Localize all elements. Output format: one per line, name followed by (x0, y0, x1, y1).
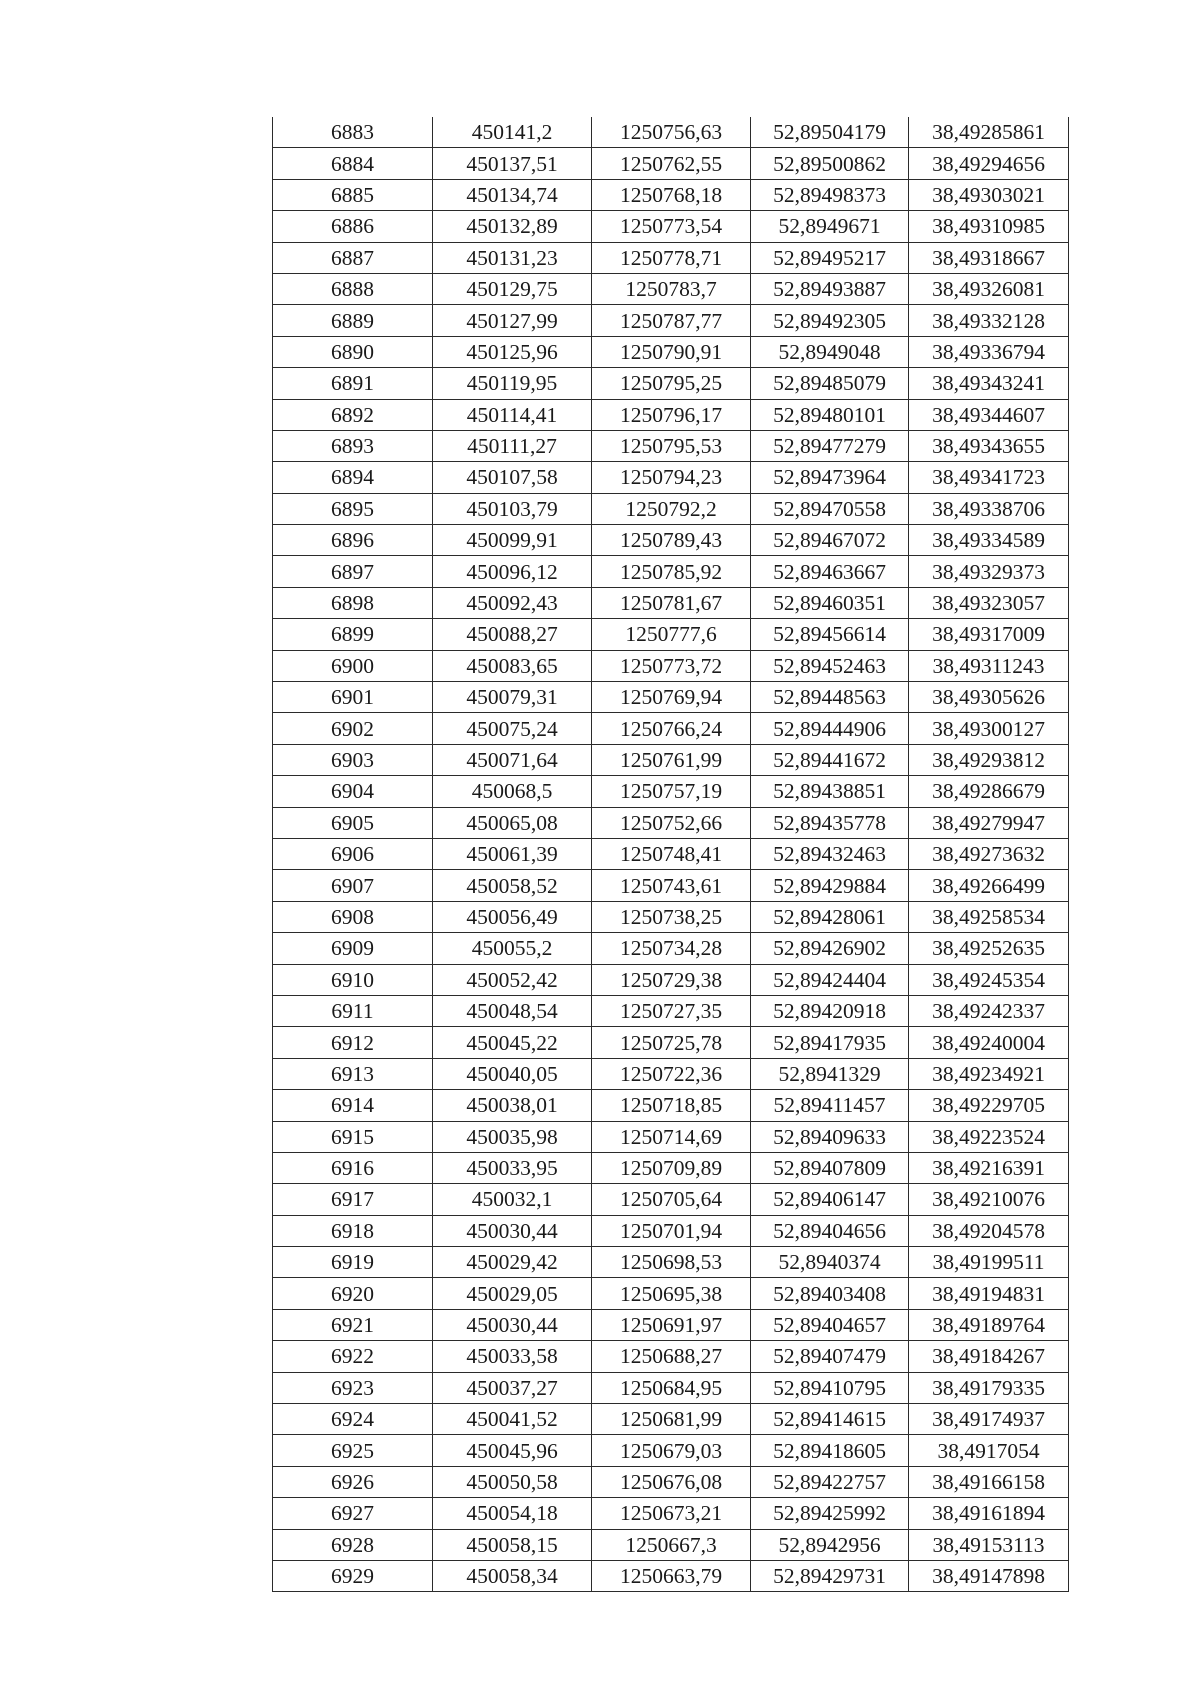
longitude-cell: 38,49240004 (909, 1027, 1069, 1058)
x-coordinate-cell: 450045,22 (433, 1027, 592, 1058)
latitude-cell: 52,89485079 (751, 368, 909, 399)
latitude-cell: 52,89441672 (751, 744, 909, 775)
y-coordinate-cell: 1250757,19 (592, 776, 751, 807)
longitude-cell: 38,49279947 (909, 807, 1069, 838)
latitude-cell: 52,8949048 (751, 336, 909, 367)
point-number-cell: 6912 (273, 1027, 433, 1058)
y-coordinate-cell: 1250790,91 (592, 336, 751, 367)
table-row (273, 211, 1069, 242)
y-coordinate-cell: 1250695,38 (592, 1278, 751, 1309)
longitude-cell: 38,49147898 (909, 1560, 1069, 1591)
point-number-cell: 6925 (273, 1435, 433, 1466)
x-coordinate-cell: 450071,64 (433, 744, 592, 775)
x-coordinate-cell: 450029,05 (433, 1278, 592, 1309)
longitude-cell: 38,49245354 (909, 964, 1069, 995)
point-number-cell: 6886 (273, 211, 433, 242)
y-coordinate-cell: 1250769,94 (592, 682, 751, 713)
point-number-cell: 6926 (273, 1466, 433, 1497)
table-row (273, 1121, 1069, 1152)
latitude-cell: 52,89500862 (751, 148, 909, 179)
longitude-cell: 38,49310985 (909, 211, 1069, 242)
point-number-cell: 6897 (273, 556, 433, 587)
table-row (273, 305, 1069, 336)
coordinates-table (272, 117, 1069, 1592)
y-coordinate-cell: 1250701,94 (592, 1215, 751, 1246)
latitude-cell: 52,89417935 (751, 1027, 909, 1058)
table-row (273, 1027, 1069, 1058)
latitude-cell: 52,89418605 (751, 1435, 909, 1466)
point-number-cell: 6923 (273, 1372, 433, 1403)
latitude-cell: 52,89504179 (751, 117, 909, 148)
longitude-cell: 38,49174937 (909, 1404, 1069, 1435)
table-row (273, 1309, 1069, 1340)
longitude-cell: 38,49189764 (909, 1309, 1069, 1340)
y-coordinate-cell: 1250709,89 (592, 1152, 751, 1183)
longitude-cell: 38,49334589 (909, 525, 1069, 556)
longitude-cell: 38,49305626 (909, 682, 1069, 713)
longitude-cell: 38,49294656 (909, 148, 1069, 179)
y-coordinate-cell: 1250792,2 (592, 493, 751, 524)
latitude-cell: 52,89425992 (751, 1498, 909, 1529)
table-row (273, 744, 1069, 775)
latitude-cell: 52,89407809 (751, 1152, 909, 1183)
point-number-cell: 6906 (273, 838, 433, 869)
x-coordinate-cell: 450040,05 (433, 1058, 592, 1089)
x-coordinate-cell: 450125,96 (433, 336, 592, 367)
x-coordinate-cell: 450033,95 (433, 1152, 592, 1183)
y-coordinate-cell: 1250673,21 (592, 1498, 751, 1529)
table-row (273, 933, 1069, 964)
x-coordinate-cell: 450068,5 (433, 776, 592, 807)
x-coordinate-cell: 450096,12 (433, 556, 592, 587)
table-row (273, 179, 1069, 210)
table-row (273, 901, 1069, 932)
table-row (273, 117, 1069, 148)
latitude-cell: 52,89422757 (751, 1466, 909, 1497)
x-coordinate-cell: 450048,54 (433, 995, 592, 1026)
point-number-cell: 6904 (273, 776, 433, 807)
longitude-cell: 38,49210076 (909, 1184, 1069, 1215)
latitude-cell: 52,89406147 (751, 1184, 909, 1215)
longitude-cell: 38,49343241 (909, 368, 1069, 399)
point-number-cell: 6900 (273, 650, 433, 681)
y-coordinate-cell: 1250781,67 (592, 587, 751, 618)
x-coordinate-cell: 450079,31 (433, 682, 592, 713)
y-coordinate-cell: 1250748,41 (592, 838, 751, 869)
y-coordinate-cell: 1250752,66 (592, 807, 751, 838)
longitude-cell: 38,49184267 (909, 1341, 1069, 1372)
point-number-cell: 6924 (273, 1404, 433, 1435)
table-row (273, 587, 1069, 618)
table-row (273, 1058, 1069, 1089)
longitude-cell: 38,49223524 (909, 1121, 1069, 1152)
table-row (273, 995, 1069, 1026)
table-row (273, 1498, 1069, 1529)
point-number-cell: 6892 (273, 399, 433, 430)
table-row (273, 525, 1069, 556)
point-number-cell: 6919 (273, 1247, 433, 1278)
point-number-cell: 6884 (273, 148, 433, 179)
point-number-cell: 6911 (273, 995, 433, 1026)
y-coordinate-cell: 1250681,99 (592, 1404, 751, 1435)
point-number-cell: 6929 (273, 1560, 433, 1591)
latitude-cell: 52,89410795 (751, 1372, 909, 1403)
table-row (273, 870, 1069, 901)
point-number-cell: 6888 (273, 273, 433, 304)
x-coordinate-cell: 450054,18 (433, 1498, 592, 1529)
x-coordinate-cell: 450083,65 (433, 650, 592, 681)
latitude-cell: 52,89467072 (751, 525, 909, 556)
latitude-cell: 52,89438851 (751, 776, 909, 807)
point-number-cell: 6901 (273, 682, 433, 713)
y-coordinate-cell: 1250777,6 (592, 619, 751, 650)
latitude-cell: 52,8941329 (751, 1058, 909, 1089)
y-coordinate-cell: 1250691,97 (592, 1309, 751, 1340)
point-number-cell: 6913 (273, 1058, 433, 1089)
y-coordinate-cell: 1250667,3 (592, 1529, 751, 1560)
y-coordinate-cell: 1250688,27 (592, 1341, 751, 1372)
latitude-cell: 52,89420918 (751, 995, 909, 1026)
y-coordinate-cell: 1250705,64 (592, 1184, 751, 1215)
point-number-cell: 6915 (273, 1121, 433, 1152)
latitude-cell: 52,89404657 (751, 1309, 909, 1340)
latitude-cell: 52,89495217 (751, 242, 909, 273)
point-number-cell: 6895 (273, 493, 433, 524)
latitude-cell: 52,89498373 (751, 179, 909, 210)
y-coordinate-cell: 1250762,55 (592, 148, 751, 179)
x-coordinate-cell: 450045,96 (433, 1435, 592, 1466)
coordinates-table-body (273, 117, 1069, 1592)
y-coordinate-cell: 1250773,72 (592, 650, 751, 681)
x-coordinate-cell: 450035,98 (433, 1121, 592, 1152)
longitude-cell: 38,49258534 (909, 901, 1069, 932)
longitude-cell: 38,49338706 (909, 493, 1069, 524)
x-coordinate-cell: 450141,2 (433, 117, 592, 148)
latitude-cell: 52,89411457 (751, 1090, 909, 1121)
latitude-cell: 52,89477279 (751, 430, 909, 461)
longitude-cell: 38,49153113 (909, 1529, 1069, 1560)
table-row (273, 1466, 1069, 1497)
table-row (273, 336, 1069, 367)
table-row (273, 1278, 1069, 1309)
table-row (273, 838, 1069, 869)
y-coordinate-cell: 1250684,95 (592, 1372, 751, 1403)
longitude-cell: 38,49293812 (909, 744, 1069, 775)
longitude-cell: 38,49266499 (909, 870, 1069, 901)
longitude-cell: 38,49166158 (909, 1466, 1069, 1497)
longitude-cell: 38,49285861 (909, 117, 1069, 148)
x-coordinate-cell: 450052,42 (433, 964, 592, 995)
y-coordinate-cell: 1250714,69 (592, 1121, 751, 1152)
longitude-cell: 38,49326081 (909, 273, 1069, 304)
point-number-cell: 6922 (273, 1341, 433, 1372)
x-coordinate-cell: 450127,99 (433, 305, 592, 336)
x-coordinate-cell: 450119,95 (433, 368, 592, 399)
point-number-cell: 6908 (273, 901, 433, 932)
y-coordinate-cell: 1250725,78 (592, 1027, 751, 1058)
latitude-cell: 52,89409633 (751, 1121, 909, 1152)
longitude-cell: 38,49311243 (909, 650, 1069, 681)
table-row (273, 619, 1069, 650)
x-coordinate-cell: 450050,58 (433, 1466, 592, 1497)
longitude-cell: 38,49199511 (909, 1247, 1069, 1278)
x-coordinate-cell: 450030,44 (433, 1309, 592, 1340)
longitude-cell: 38,49341723 (909, 462, 1069, 493)
y-coordinate-cell: 1250761,99 (592, 744, 751, 775)
longitude-cell: 38,49286679 (909, 776, 1069, 807)
latitude-cell: 52,89429884 (751, 870, 909, 901)
table-row (273, 1215, 1069, 1246)
latitude-cell: 52,89429731 (751, 1560, 909, 1591)
table-row (273, 713, 1069, 744)
longitude-cell: 38,49329373 (909, 556, 1069, 587)
table-row (273, 556, 1069, 587)
x-coordinate-cell: 450107,58 (433, 462, 592, 493)
table-row (273, 242, 1069, 273)
y-coordinate-cell: 1250766,24 (592, 713, 751, 744)
y-coordinate-cell: 1250679,03 (592, 1435, 751, 1466)
y-coordinate-cell: 1250789,43 (592, 525, 751, 556)
point-number-cell: 6920 (273, 1278, 433, 1309)
x-coordinate-cell: 450033,58 (433, 1341, 592, 1372)
latitude-cell: 52,89404656 (751, 1215, 909, 1246)
longitude-cell: 38,49336794 (909, 336, 1069, 367)
y-coordinate-cell: 1250738,25 (592, 901, 751, 932)
table-row (273, 1341, 1069, 1372)
latitude-cell: 52,89448563 (751, 682, 909, 713)
longitude-cell: 38,49179335 (909, 1372, 1069, 1403)
table-row (273, 1560, 1069, 1591)
y-coordinate-cell: 1250676,08 (592, 1466, 751, 1497)
table-row (273, 1529, 1069, 1560)
y-coordinate-cell: 1250783,7 (592, 273, 751, 304)
y-coordinate-cell: 1250796,17 (592, 399, 751, 430)
x-coordinate-cell: 450092,43 (433, 587, 592, 618)
latitude-cell: 52,89426902 (751, 933, 909, 964)
latitude-cell: 52,8942956 (751, 1529, 909, 1560)
latitude-cell: 52,89407479 (751, 1341, 909, 1372)
point-number-cell: 6921 (273, 1309, 433, 1340)
point-number-cell: 6899 (273, 619, 433, 650)
y-coordinate-cell: 1250795,25 (592, 368, 751, 399)
longitude-cell: 38,49242337 (909, 995, 1069, 1026)
point-number-cell: 6914 (273, 1090, 433, 1121)
point-number-cell: 6890 (273, 336, 433, 367)
table-row (273, 964, 1069, 995)
latitude-cell: 52,89470558 (751, 493, 909, 524)
y-coordinate-cell: 1250698,53 (592, 1247, 751, 1278)
longitude-cell: 38,4917054 (909, 1435, 1069, 1466)
latitude-cell: 52,89480101 (751, 399, 909, 430)
longitude-cell: 38,49300127 (909, 713, 1069, 744)
point-number-cell: 6887 (273, 242, 433, 273)
point-number-cell: 6903 (273, 744, 433, 775)
x-coordinate-cell: 450134,74 (433, 179, 592, 210)
latitude-cell: 52,89456614 (751, 619, 909, 650)
table-row (273, 1247, 1069, 1278)
y-coordinate-cell: 1250795,53 (592, 430, 751, 461)
point-number-cell: 6927 (273, 1498, 433, 1529)
point-number-cell: 6889 (273, 305, 433, 336)
longitude-cell: 38,49252635 (909, 933, 1069, 964)
longitude-cell: 38,49273632 (909, 838, 1069, 869)
table-row (273, 1435, 1069, 1466)
longitude-cell: 38,49323057 (909, 587, 1069, 618)
longitude-cell: 38,49317009 (909, 619, 1069, 650)
point-number-cell: 6909 (273, 933, 433, 964)
x-coordinate-cell: 450088,27 (433, 619, 592, 650)
x-coordinate-cell: 450055,2 (433, 933, 592, 964)
y-coordinate-cell: 1250743,61 (592, 870, 751, 901)
x-coordinate-cell: 450129,75 (433, 273, 592, 304)
x-coordinate-cell: 450131,23 (433, 242, 592, 273)
x-coordinate-cell: 450032,1 (433, 1184, 592, 1215)
point-number-cell: 6894 (273, 462, 433, 493)
x-coordinate-cell: 450137,51 (433, 148, 592, 179)
table-row (273, 1184, 1069, 1215)
y-coordinate-cell: 1250778,71 (592, 242, 751, 273)
x-coordinate-cell: 450058,15 (433, 1529, 592, 1560)
y-coordinate-cell: 1250768,18 (592, 179, 751, 210)
point-number-cell: 6918 (273, 1215, 433, 1246)
x-coordinate-cell: 450041,52 (433, 1404, 592, 1435)
x-coordinate-cell: 450099,91 (433, 525, 592, 556)
latitude-cell: 52,89460351 (751, 587, 909, 618)
longitude-cell: 38,49344607 (909, 399, 1069, 430)
point-number-cell: 6891 (273, 368, 433, 399)
point-number-cell: 6898 (273, 587, 433, 618)
table-row (273, 650, 1069, 681)
y-coordinate-cell: 1250722,36 (592, 1058, 751, 1089)
x-coordinate-cell: 450132,89 (433, 211, 592, 242)
point-number-cell: 6902 (273, 713, 433, 744)
table-row (273, 430, 1069, 461)
latitude-cell: 52,8940374 (751, 1247, 909, 1278)
longitude-cell: 38,49318667 (909, 242, 1069, 273)
x-coordinate-cell: 450030,44 (433, 1215, 592, 1246)
table-row (273, 1090, 1069, 1121)
table-row (273, 368, 1069, 399)
table-row (273, 1372, 1069, 1403)
longitude-cell: 38,49216391 (909, 1152, 1069, 1183)
table-row (273, 273, 1069, 304)
longitude-cell: 38,49194831 (909, 1278, 1069, 1309)
longitude-cell: 38,49229705 (909, 1090, 1069, 1121)
y-coordinate-cell: 1250794,23 (592, 462, 751, 493)
longitude-cell: 38,49303021 (909, 179, 1069, 210)
y-coordinate-cell: 1250773,54 (592, 211, 751, 242)
latitude-cell: 52,8949671 (751, 211, 909, 242)
longitude-cell: 38,49204578 (909, 1215, 1069, 1246)
latitude-cell: 52,89493887 (751, 273, 909, 304)
point-number-cell: 6896 (273, 525, 433, 556)
x-coordinate-cell: 450075,24 (433, 713, 592, 744)
point-number-cell: 6917 (273, 1184, 433, 1215)
latitude-cell: 52,89463667 (751, 556, 909, 587)
y-coordinate-cell: 1250663,79 (592, 1560, 751, 1591)
table-row (273, 682, 1069, 713)
x-coordinate-cell: 450061,39 (433, 838, 592, 869)
point-number-cell: 6916 (273, 1152, 433, 1183)
table-row (273, 148, 1069, 179)
x-coordinate-cell: 450056,49 (433, 901, 592, 932)
point-number-cell: 6883 (273, 117, 433, 148)
y-coordinate-cell: 1250729,38 (592, 964, 751, 995)
x-coordinate-cell: 450037,27 (433, 1372, 592, 1403)
latitude-cell: 52,89452463 (751, 650, 909, 681)
y-coordinate-cell: 1250718,85 (592, 1090, 751, 1121)
table-row (273, 493, 1069, 524)
x-coordinate-cell: 450103,79 (433, 493, 592, 524)
latitude-cell: 52,89424404 (751, 964, 909, 995)
y-coordinate-cell: 1250785,92 (592, 556, 751, 587)
point-number-cell: 6893 (273, 430, 433, 461)
latitude-cell: 52,89435778 (751, 807, 909, 838)
latitude-cell: 52,89492305 (751, 305, 909, 336)
x-coordinate-cell: 450058,34 (433, 1560, 592, 1591)
latitude-cell: 52,89414615 (751, 1404, 909, 1435)
longitude-cell: 38,49343655 (909, 430, 1069, 461)
table-row (273, 1152, 1069, 1183)
x-coordinate-cell: 450111,27 (433, 430, 592, 461)
y-coordinate-cell: 1250727,35 (592, 995, 751, 1026)
x-coordinate-cell: 450065,08 (433, 807, 592, 838)
latitude-cell: 52,89444906 (751, 713, 909, 744)
longitude-cell: 38,49332128 (909, 305, 1069, 336)
x-coordinate-cell: 450058,52 (433, 870, 592, 901)
point-number-cell: 6910 (273, 964, 433, 995)
y-coordinate-cell: 1250756,63 (592, 117, 751, 148)
latitude-cell: 52,89428061 (751, 901, 909, 932)
point-number-cell: 6907 (273, 870, 433, 901)
table-row (273, 776, 1069, 807)
x-coordinate-cell: 450038,01 (433, 1090, 592, 1121)
latitude-cell: 52,89432463 (751, 838, 909, 869)
table-row (273, 399, 1069, 430)
point-number-cell: 6905 (273, 807, 433, 838)
longitude-cell: 38,49234921 (909, 1058, 1069, 1089)
x-coordinate-cell: 450114,41 (433, 399, 592, 430)
table-row (273, 807, 1069, 838)
latitude-cell: 52,89473964 (751, 462, 909, 493)
x-coordinate-cell: 450029,42 (433, 1247, 592, 1278)
table-row (273, 462, 1069, 493)
table-row (273, 1404, 1069, 1435)
y-coordinate-cell: 1250787,77 (592, 305, 751, 336)
point-number-cell: 6928 (273, 1529, 433, 1560)
point-number-cell: 6885 (273, 179, 433, 210)
latitude-cell: 52,89403408 (751, 1278, 909, 1309)
y-coordinate-cell: 1250734,28 (592, 933, 751, 964)
longitude-cell: 38,49161894 (909, 1498, 1069, 1529)
